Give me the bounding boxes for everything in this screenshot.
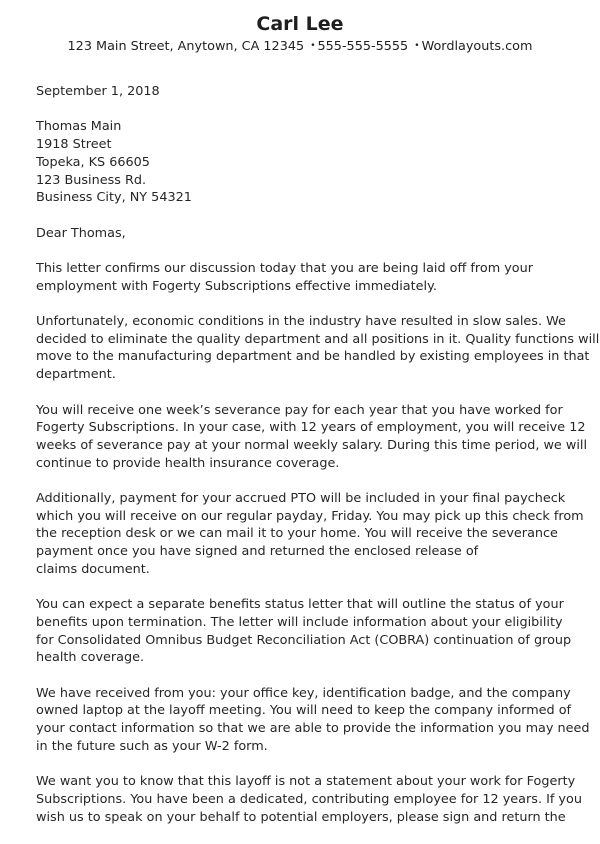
- paragraph-line: move to the manufacturing department and be handled by existing employees in that: [36, 349, 590, 365]
- paragraph-line: Subscriptions. You have been a dedicated, contributing employee for 12 years. If you: [36, 791, 582, 807]
- letterhead: [0, 12, 600, 56]
- paragraph-severance: [36, 402, 588, 473]
- paragraph-line: continue to provide health insurance coverage.: [36, 455, 340, 471]
- recipient-address: [36, 118, 576, 207]
- paragraph-line: claims document.: [36, 561, 150, 577]
- letter-body: [36, 83, 600, 844]
- paragraph-line: health coverage.: [36, 650, 145, 666]
- recipient-address-line: 1918 Street: [36, 137, 112, 153]
- paragraph-line: which you will receive on our regular payday, Friday. You may pick up this check from: [36, 508, 584, 524]
- recipient-address-line: Topeka, KS 66605: [36, 154, 150, 170]
- paragraph-line: your contact information so that we are able to provide the information you may need: [36, 721, 590, 737]
- paragraph-line: Fogerty Subscriptions. In your case, with 12 years of employment, you will receive 12: [36, 420, 586, 436]
- recipient-address-line: 123 Business Rd.: [36, 172, 147, 188]
- paragraph-line: This letter confirms our discussion today that you are being laid off from your: [36, 260, 533, 276]
- sender-name: Carl Lee: [256, 13, 344, 35]
- recipient-address-line: Thomas Main: [36, 119, 122, 135]
- paragraph-line: You can expect a separate benefits status letter that will outline the status of your: [36, 597, 564, 613]
- salutation: Dear Thomas,: [36, 225, 126, 241]
- paragraph-line: in the future such as your W-2 form.: [36, 738, 268, 754]
- paragraph-line: We have received from you: your office key, identification badge, and the company: [36, 685, 571, 701]
- paragraph-pto-payment: [36, 490, 584, 579]
- sender-contact-line: [0, 37, 600, 56]
- letter-date: September 1, 2018: [36, 84, 160, 99]
- paragraph-reason: [36, 313, 600, 384]
- bullet-separator-icon: •: [414, 41, 420, 51]
- paragraph-reference: [36, 773, 582, 826]
- paragraph-line: owned laptop at the layoff meeting. You will need to keep the company informed of: [36, 703, 572, 719]
- paragraph-line: weeks of severance pay at your normal weekly salary. During this time period, we will: [36, 437, 588, 453]
- paragraph-line: the reception desk or we can mail it to your home. You will receive the severance: [36, 526, 558, 542]
- paragraph-company-property: [36, 685, 590, 756]
- paragraph-benefits: [36, 596, 576, 667]
- paragraph-line: payment once you have signed and returned the enclosed release of: [36, 544, 479, 560]
- paragraph-line: You will receive one week’s severance pay for each year that you have worked for: [36, 402, 563, 418]
- paragraph-line: Unfortunately, economic conditions in the industry have resulted in slow sales. We: [36, 314, 566, 330]
- paragraph-line: for Consolidated Omnibus Budget Reconciliation Act (COBRA) continuation of group: [36, 632, 572, 648]
- bullet-separator-icon: •: [310, 41, 316, 51]
- paragraph-line: We want you to know that this layoff is not a statement about your work for Fogerty: [36, 774, 576, 790]
- sender-address: 123 Main Street, Anytown, CA 12345: [67, 39, 305, 54]
- sender-website: Wordlayouts.com: [421, 39, 533, 54]
- recipient-address-line: Business City, NY 54321: [36, 190, 192, 206]
- paragraph-layoff-confirmation: [36, 260, 576, 295]
- paragraph-line: wish us to speak on your behalf to potential employers, please sign and return the: [36, 809, 566, 825]
- paragraph-line: Additionally, payment for your accrued PTO will be included in your final paycheck: [36, 491, 566, 507]
- paragraph-line: decided to eliminate the quality department and all positions in it. Quality functions will: [36, 331, 600, 347]
- paragraph-line: benefits upon termination. The letter will include information about your eligibility: [36, 614, 563, 630]
- sender-phone: 555-555-5555: [317, 39, 409, 54]
- paragraph-line: employment with Fogerty Subscriptions effective immediately.: [36, 278, 437, 294]
- paragraph-line: department.: [36, 367, 116, 383]
